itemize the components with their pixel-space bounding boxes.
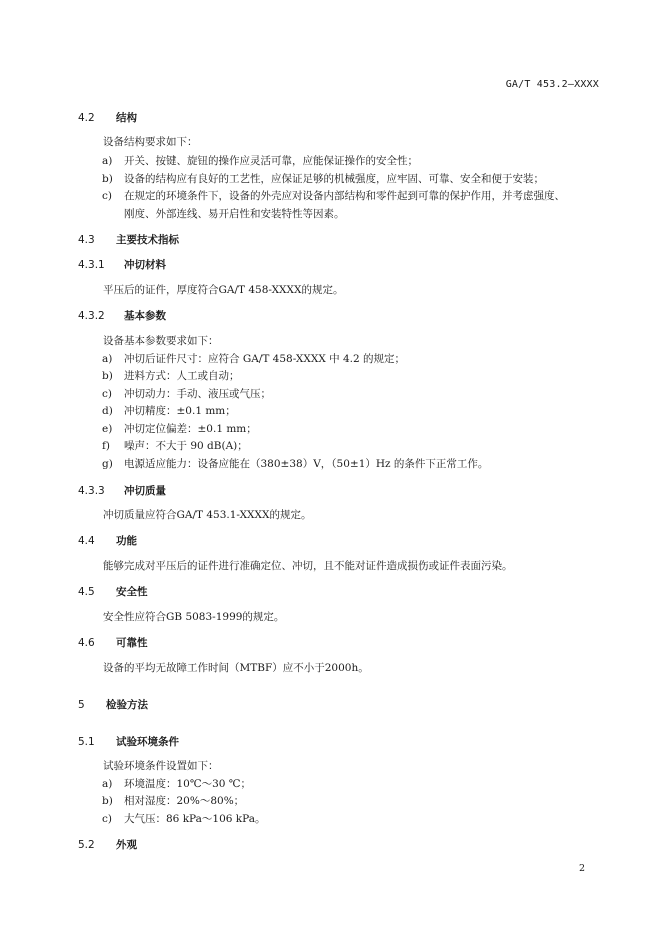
list-text: 冲切动力：手动、液压或气压； [124, 388, 271, 400]
list-item [102, 171, 544, 186]
list-marker: f) [102, 440, 110, 452]
list-marker: c) [102, 388, 112, 400]
section-title: 可靠性 [116, 637, 148, 649]
list-text: 相对湿度：20%～80%； [124, 795, 245, 807]
list-marker: c) [102, 190, 112, 202]
list-marker: g) [102, 458, 113, 470]
list-text: 进料方式：人工或自动； [124, 370, 240, 382]
section-title: 功能 [116, 535, 137, 547]
list-marker: c) [102, 813, 112, 825]
list-item [102, 368, 240, 383]
section-4-2-intro: 设备结构要求如下： [103, 136, 198, 148]
list-marker: b) [102, 795, 113, 807]
list-text: 冲切后证件尺寸：应符合 GA/T 458-XXXX 中 4.2 的规定； [124, 353, 406, 365]
list-text: 环境温度：10℃～30 ℃； [124, 778, 252, 790]
list-marker: e) [102, 423, 113, 435]
list-item [102, 793, 244, 808]
list-item [102, 386, 271, 401]
section-title: 基本参数 [124, 310, 166, 322]
list-item [102, 421, 257, 436]
section-4-4-heading [78, 533, 137, 548]
section-number: 5.1 [78, 736, 95, 748]
page-number: 2 [578, 863, 585, 874]
section-number: 4.3.2 [78, 310, 105, 322]
section-number: 5 [78, 699, 85, 711]
list-marker: a) [102, 353, 113, 365]
list-text: 噪声：不大于 90 dB(A)； [124, 440, 248, 452]
section-title: 冲切材料 [124, 259, 166, 271]
list-item [102, 456, 488, 471]
section-title: 外观 [116, 839, 137, 851]
list-item [102, 811, 266, 826]
section-4-3-1-text: 平压后的证件，厚度符合GA/T 458-XXXX的规定。 [103, 284, 344, 296]
section-5-1-heading [78, 734, 179, 749]
section-4-3-2-heading [78, 308, 166, 323]
list-text: 冲切定位偏差：±0.1 mm； [124, 423, 257, 435]
section-5-2-heading [78, 837, 137, 852]
list-marker: a) [102, 155, 113, 167]
section-title: 冲切质量 [124, 485, 166, 497]
list-text: 在规定的环境条件下，设备的外壳应对设备内部结构和零件起到可靠的保护作用，并考虑强度、 [124, 190, 565, 202]
list-item [102, 351, 405, 366]
list-item [102, 403, 236, 418]
section-5-1-intro: 试验环境条件设置如下： [103, 760, 219, 772]
list-text: 电源适应能力：设备应能在（380±38）V，（50±1）Hz 的条件下正常工作。 [124, 458, 489, 470]
section-4-2-heading [78, 110, 137, 125]
section-4-3-1-heading [78, 257, 166, 272]
section-4-3-3-heading [78, 483, 166, 498]
section-number: 4.3 [78, 234, 95, 246]
section-4-3-heading [78, 232, 179, 247]
section-4-6-text: 设备的平均无故障工作时间（MTBF）应不小于2000h。 [103, 662, 369, 674]
section-4-5-heading [78, 584, 148, 599]
section-4-3-2-intro: 设备基本参数要求如下： [103, 335, 219, 347]
list-item [102, 438, 248, 453]
section-4-4-text: 能够完成对平压后的证件进行准确定位、冲切，且不能对证件造成损伤或证件表面污染。 [103, 560, 513, 572]
section-title: 检验方法 [106, 699, 148, 711]
list-item [102, 776, 251, 791]
section-4-5-text: 安全性应符合GB 5083-1999的规定。 [103, 611, 285, 623]
section-title: 试验环境条件 [116, 736, 179, 748]
section-number: 4.5 [78, 586, 95, 598]
list-item-continuation: 刚度、外部连线、易开启性和安装特性等因素。 [124, 208, 345, 220]
list-text: 冲切精度：±0.1 mm； [124, 405, 236, 417]
section-number: 5.2 [78, 839, 95, 851]
section-title: 主要技术指标 [116, 234, 179, 246]
list-text: 大气压：86 kPa～106 kPa。 [124, 813, 266, 825]
section-title: 安全性 [116, 586, 148, 598]
list-marker: b) [102, 173, 113, 185]
list-text: 开关、按键、旋钮的操作应灵活可靠，应能保证操作的安全性； [124, 155, 418, 167]
section-number: 4.3.1 [78, 259, 105, 271]
list-marker: d) [102, 405, 113, 417]
section-number: 4.2 [78, 112, 95, 124]
section-4-3-3-text: 冲切质量应符合GA/T 453.1-XXXX的规定。 [103, 509, 312, 521]
section-title: 结构 [116, 112, 137, 124]
section-number: 4.6 [78, 637, 95, 649]
section-number: 4.3.3 [78, 485, 105, 497]
list-marker: a) [102, 778, 113, 790]
list-item [102, 188, 565, 203]
list-item [102, 153, 418, 168]
section-5-heading [78, 697, 148, 712]
standard-id-header: GA/T 453.2—XXXX [505, 79, 599, 90]
list-text: 设备的结构应有良好的工艺性，应保证足够的机械强度，应牢固、可靠、安全和便于安装； [124, 173, 544, 185]
section-number: 4.4 [78, 535, 95, 547]
section-4-6-heading [78, 635, 148, 650]
list-marker: b) [102, 370, 113, 382]
